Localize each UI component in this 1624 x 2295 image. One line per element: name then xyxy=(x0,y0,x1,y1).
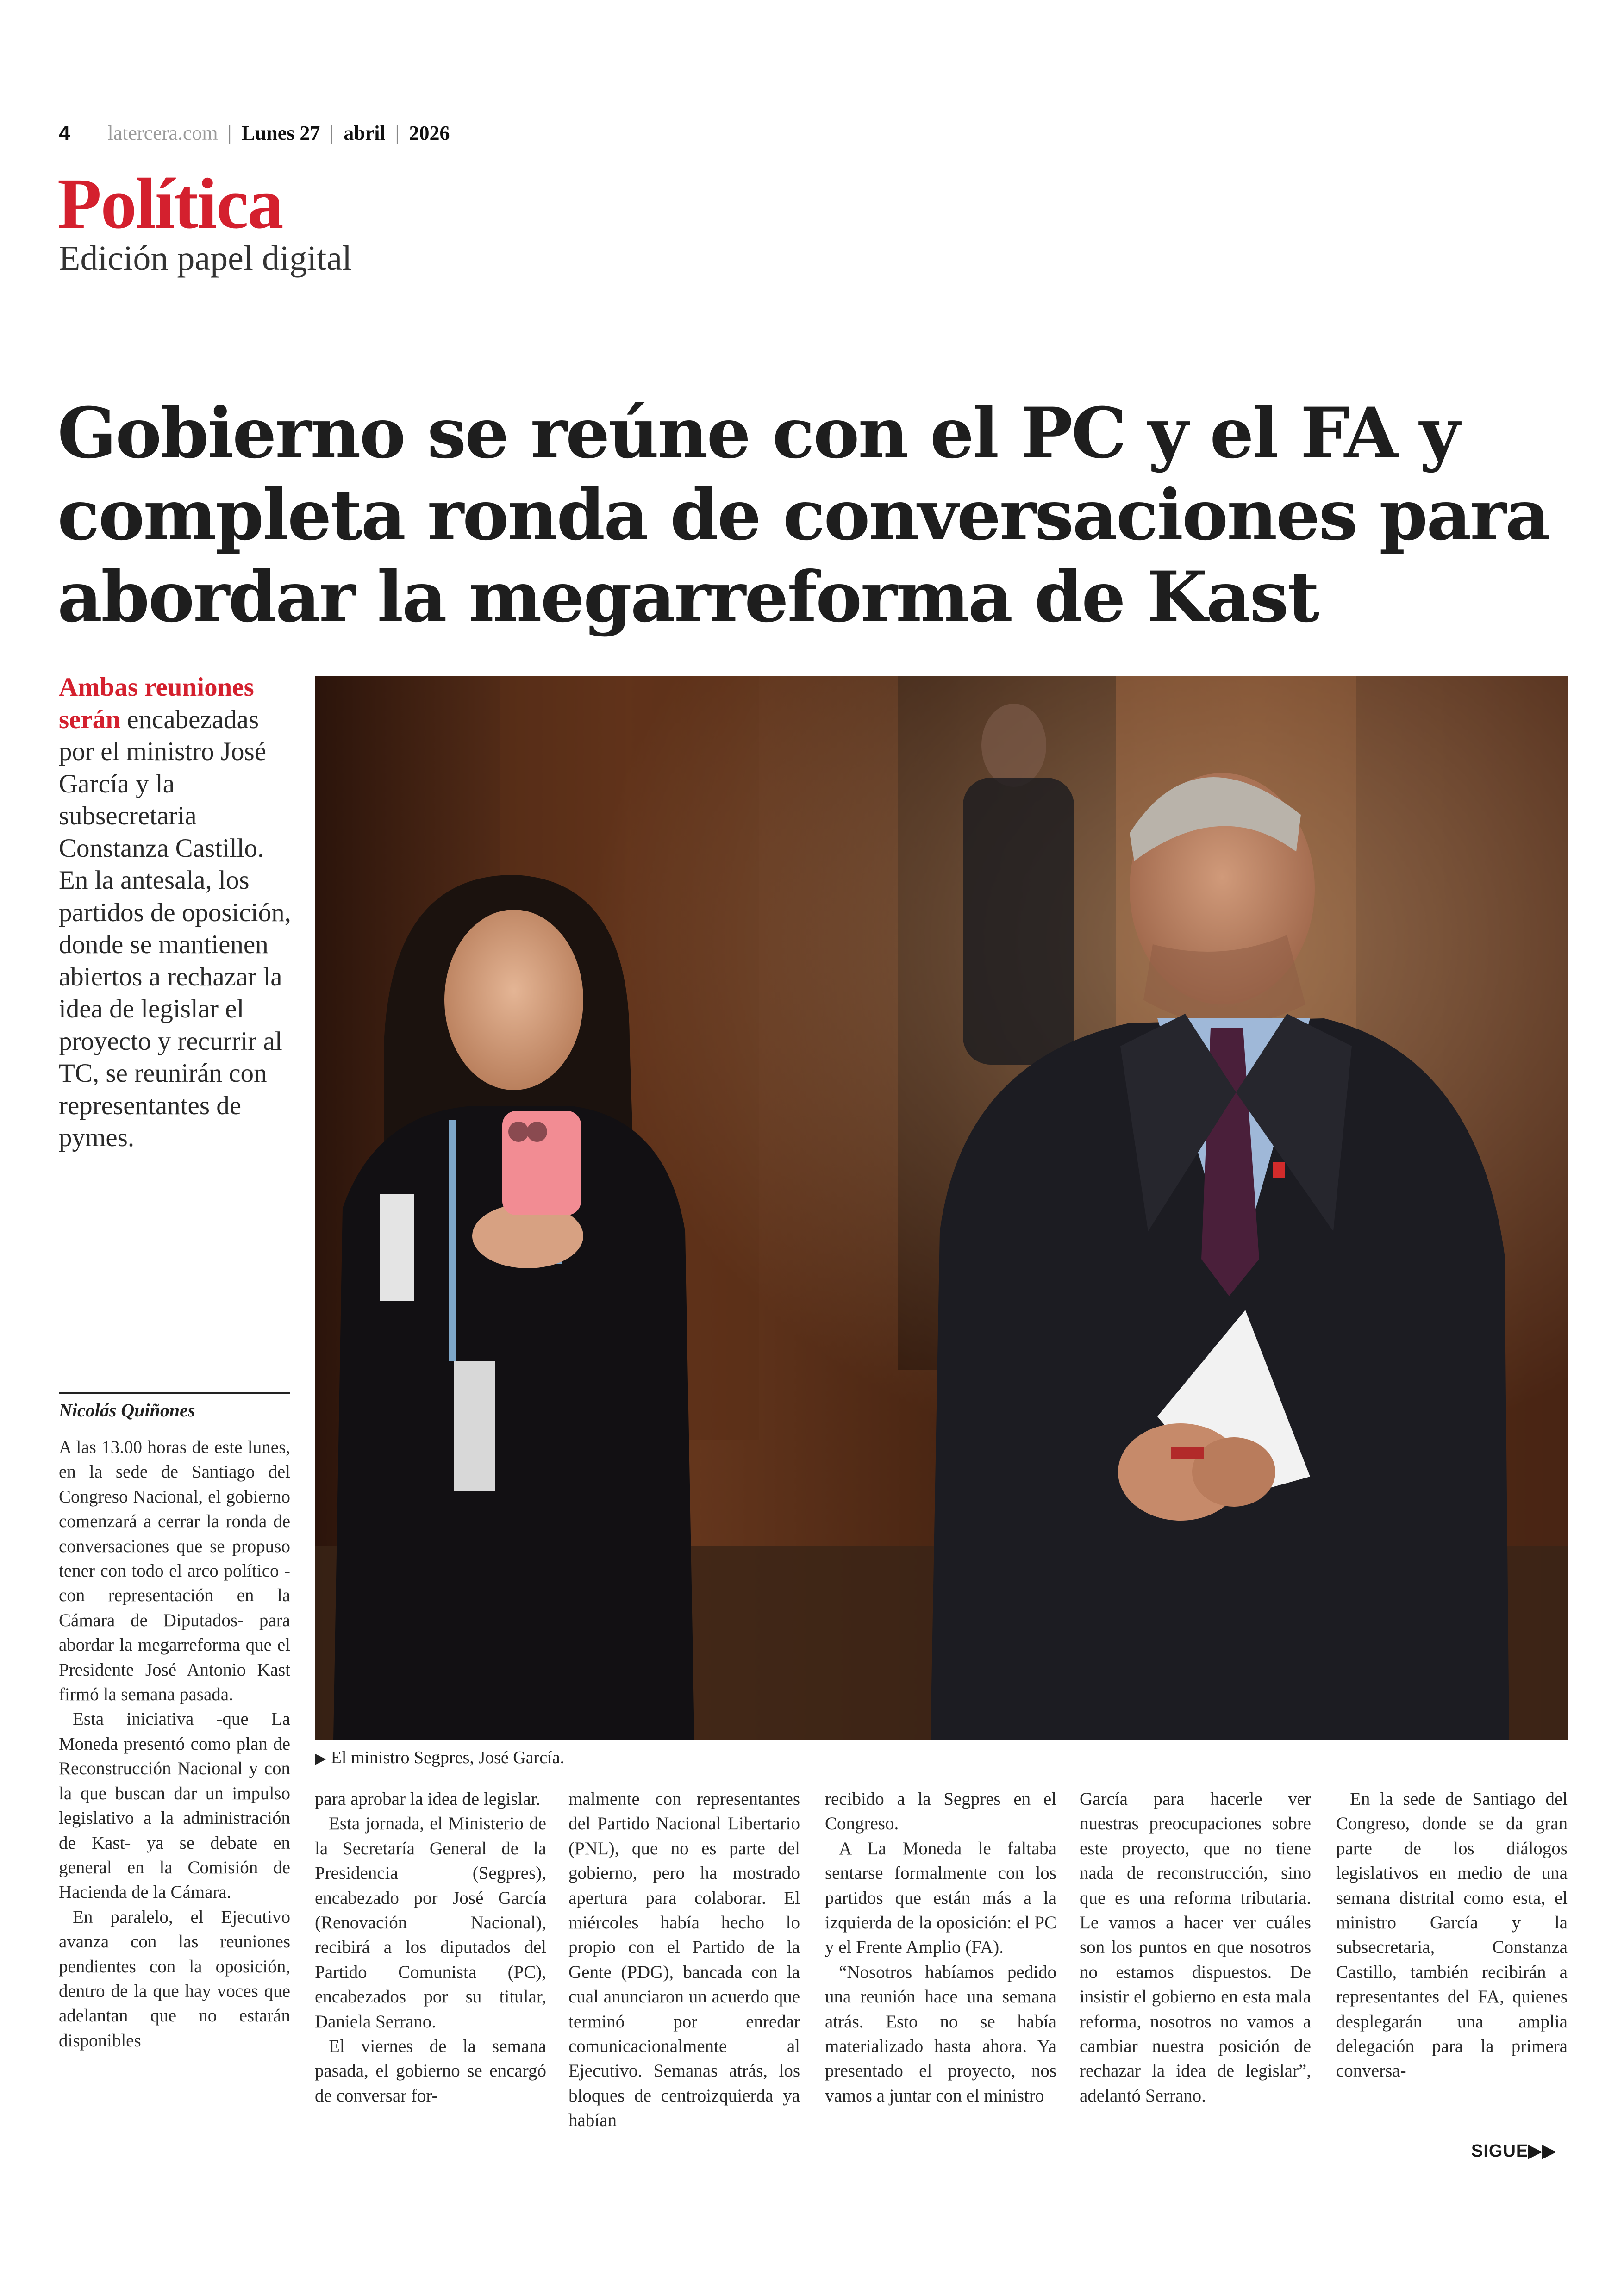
section-title: Política xyxy=(57,163,283,243)
continue-link[interactable]: SIGUE▶▶ xyxy=(1471,2141,1556,2161)
body-column-6 xyxy=(1336,1787,1568,2166)
lead-highlight: Ambas reuniones serán xyxy=(59,673,254,734)
body-paragraph: malmente con representantes del Partido Nacional Libertario (PNL), que no es parte del gobierno, pero ha mostrado apertura para colaborar. El miércoles había hecho lo propio con el Partido de la Gente (PDG), bancada con la cual anunciaron un acuerdo que terminó por enredar comunicacionalmente al Ejecutivo. Semanas atrás, los bloques de centroizquierda ya habían xyxy=(568,1789,800,2131)
caption-arrow-icon: ▶ xyxy=(315,1750,326,1766)
body-paragraph: recibido a la Segpres en el Congreso. xyxy=(825,1789,1056,1834)
folio-date-month: abril xyxy=(344,122,386,144)
body-paragraph: A La Moneda le faltaba sentarse formalmente con los partidos que están más a la izquierda de la oposición: el PC y el Frente Amplio (FA). xyxy=(825,1838,1056,1958)
folio-separator: | xyxy=(395,122,400,144)
body-column-4 xyxy=(825,1787,1056,2166)
folio-date-year: 2026 xyxy=(409,122,450,144)
body-column-2 xyxy=(315,1787,546,2166)
body-paragraph: “Nosotros habíamos pedido una reunión hace una semana atrás. Esto no se había materializado hasta ahora. Ya presentado el proyecto, nos vamos a juntar con el ministro xyxy=(825,1962,1056,2106)
body-paragraph: A las 13.00 horas de este lunes, en la sede de Santiago del Congreso Nacional, el gobierno comenzará a cerrar la ronda de conversaciones que se propuso tener con todo el arco político -con representación en la Cámara de Diputados- para abordar la megarreforma que el Presidente José Antonio Kast firmó la semana pasada. xyxy=(59,1437,290,1705)
body-paragraph: El viernes de la semana pasada, el gobierno se encargó de conversar for- xyxy=(315,2036,546,2106)
edition-label: Edición papel digital xyxy=(59,239,352,278)
body-column-3 xyxy=(568,1787,800,2166)
body-paragraph: García para hacerle ver nuestras preocupaciones sobre este proyecto, que no tiene nada de reconstrucción, sino que es una reforma tributaria. Le vamos a hacer ver cuáles son los puntos en que nosotros no estamos dispuestos. De insistir el gobierno en esta mala reforma, nosotros no vamos a cambiar nuestra posición de rechazar la idea de legislar”, adelantó Serrano. xyxy=(1080,1789,1311,2106)
site-url[interactable]: latercera.com xyxy=(107,122,218,144)
body-paragraph: para aprobar la idea de legislar. xyxy=(315,1789,541,1809)
continue-arrow-icon: ▶▶ xyxy=(1528,2141,1556,2161)
byline: Nicolás Quiñones xyxy=(59,1392,290,1421)
folio-separator: | xyxy=(227,122,232,144)
article-lead xyxy=(59,671,300,1154)
photo-illustration xyxy=(315,676,1568,1740)
page-number: 4 xyxy=(59,122,70,144)
article-photo xyxy=(315,676,1568,1740)
folio-separator: | xyxy=(330,122,334,144)
folio xyxy=(59,121,450,145)
folio-date-day: Lunes 27 xyxy=(241,122,320,144)
article-headline: Gobierno se reúne con el PC y el FA y completa ronda de conversaciones para abordar la megarreforma de Kast xyxy=(57,393,1549,638)
body-paragraph: Esta jornada, el Ministerio de la Secretaría General de la Presidencia (Segpres), encabezado por José García (Renovación Nacional), recibirá a los diputados del Partido Comunista (PC), encabezados por su titular, Daniela Serrano. xyxy=(315,1814,546,2032)
body-paragraph: Esta iniciativa -que La Moneda presentó como plan de Reconstrucción Nacional y con la que buscan dar un impulso legislativo a la administración de Kast- ya se debate en general en la Comisión de Hacienda de la Cámara. xyxy=(59,1709,290,1902)
photo-caption: ▶ El ministro Segpres, José García. xyxy=(315,1748,565,1767)
body-paragraph: En la sede de Santiago del Congreso, donde se da gran parte de los diálogos legislativos en medio de una semana distrital como esta, el ministro García y la subsecretaria, Constanza Castillo, también recibirán a representantes del FA, quienes desplegarán una amplia delegación para la primera conversa- xyxy=(1336,1789,1568,2081)
body-column-1 xyxy=(59,1435,290,2166)
body-column-5 xyxy=(1080,1787,1311,2166)
lead-text: encabezadas por el ministro José García y la subsecretaria Constanza Castillo. En la antesala, los partidos de oposición, donde se mantienen abiertos a rechazar la idea de legislar el proyecto y recurrir al TC, se reunirán con representantes de pymes. xyxy=(59,705,291,1152)
body-paragraph: En paralelo, el Ejecutivo avanza con las reuniones pendientes con la oposición, dentro de la que hay voces que adelantan que no estarán disponibles xyxy=(59,1907,290,2051)
